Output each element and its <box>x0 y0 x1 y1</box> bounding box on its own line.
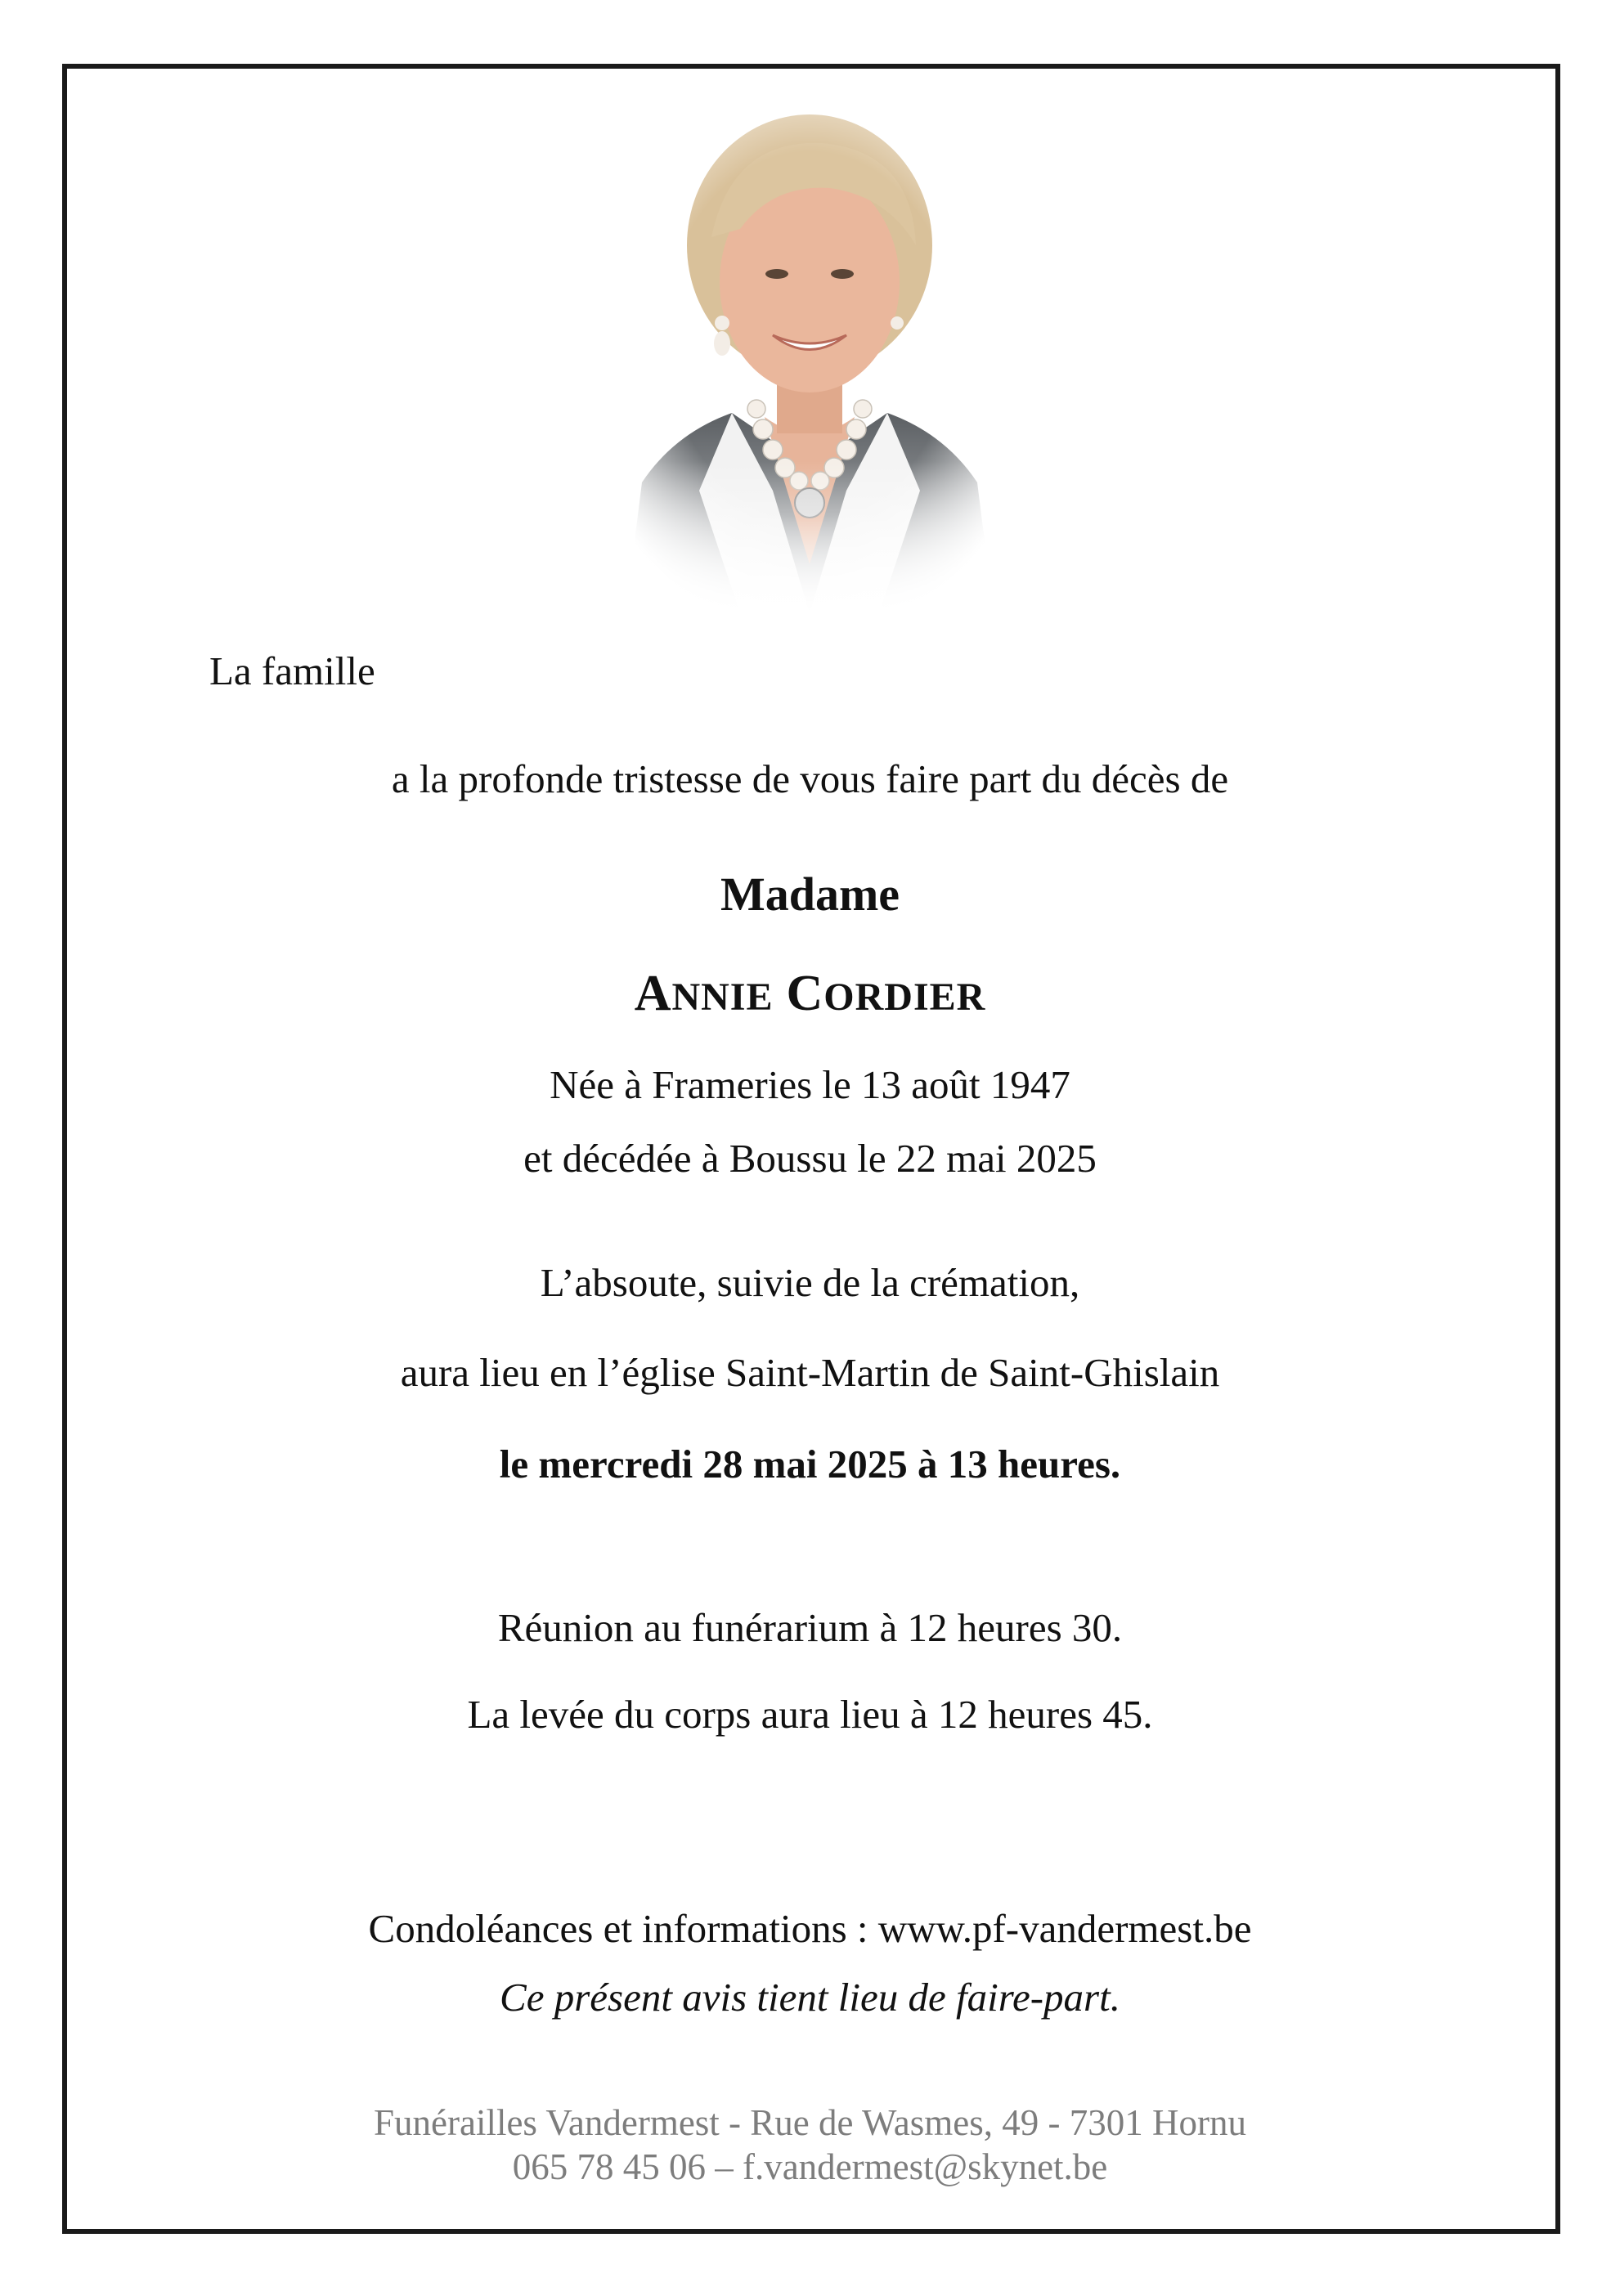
departure-time: La levée du corps aura lieu à 12 heures 45. <box>467 1692 1153 1737</box>
ceremony-date: le mercredi 28 mai 2025 à 13 heures. <box>499 1442 1121 1487</box>
birth-info: Née à Frameries le 13 août 1947 <box>550 1062 1070 1107</box>
death-info: et décédée à Boussu le 22 mai 2025 <box>523 1136 1097 1181</box>
family-label: La famille <box>209 648 375 693</box>
meeting-time: Réunion au funérarium à 12 heures 30. <box>497 1605 1123 1650</box>
deceased-name <box>0 965 1620 1023</box>
last-name-initial: C <box>786 966 824 1021</box>
notice-note: Ce présent avis tient lieu de faire-part. <box>500 1975 1120 2020</box>
footer-address: Funérailles Vandermest - Rue de Wasmes, 49 - 7301 Hornu <box>373 2102 1246 2143</box>
condolences-info: Condoléances et informations : www.pf-vandermest.be <box>368 1906 1252 1951</box>
announcement-text: a la profonde tristesse de vous faire part du décès de <box>391 756 1229 801</box>
footer-contact: 065 78 45 06 – f.vandermest@skynet.be <box>512 2146 1108 2187</box>
last-name-rest: ORDIER <box>823 975 986 1019</box>
portrait-photo <box>609 106 1010 613</box>
ceremony-line-2: aura lieu en l’église Saint-Martin de Saint-Ghislain <box>400 1350 1220 1395</box>
ceremony-line-1: L’absoute, suivie de la crémation, <box>540 1260 1080 1305</box>
title-madame: Madame <box>720 868 900 921</box>
first-name-rest: NNIE <box>671 975 774 1019</box>
first-name-initial: A <box>634 966 672 1021</box>
